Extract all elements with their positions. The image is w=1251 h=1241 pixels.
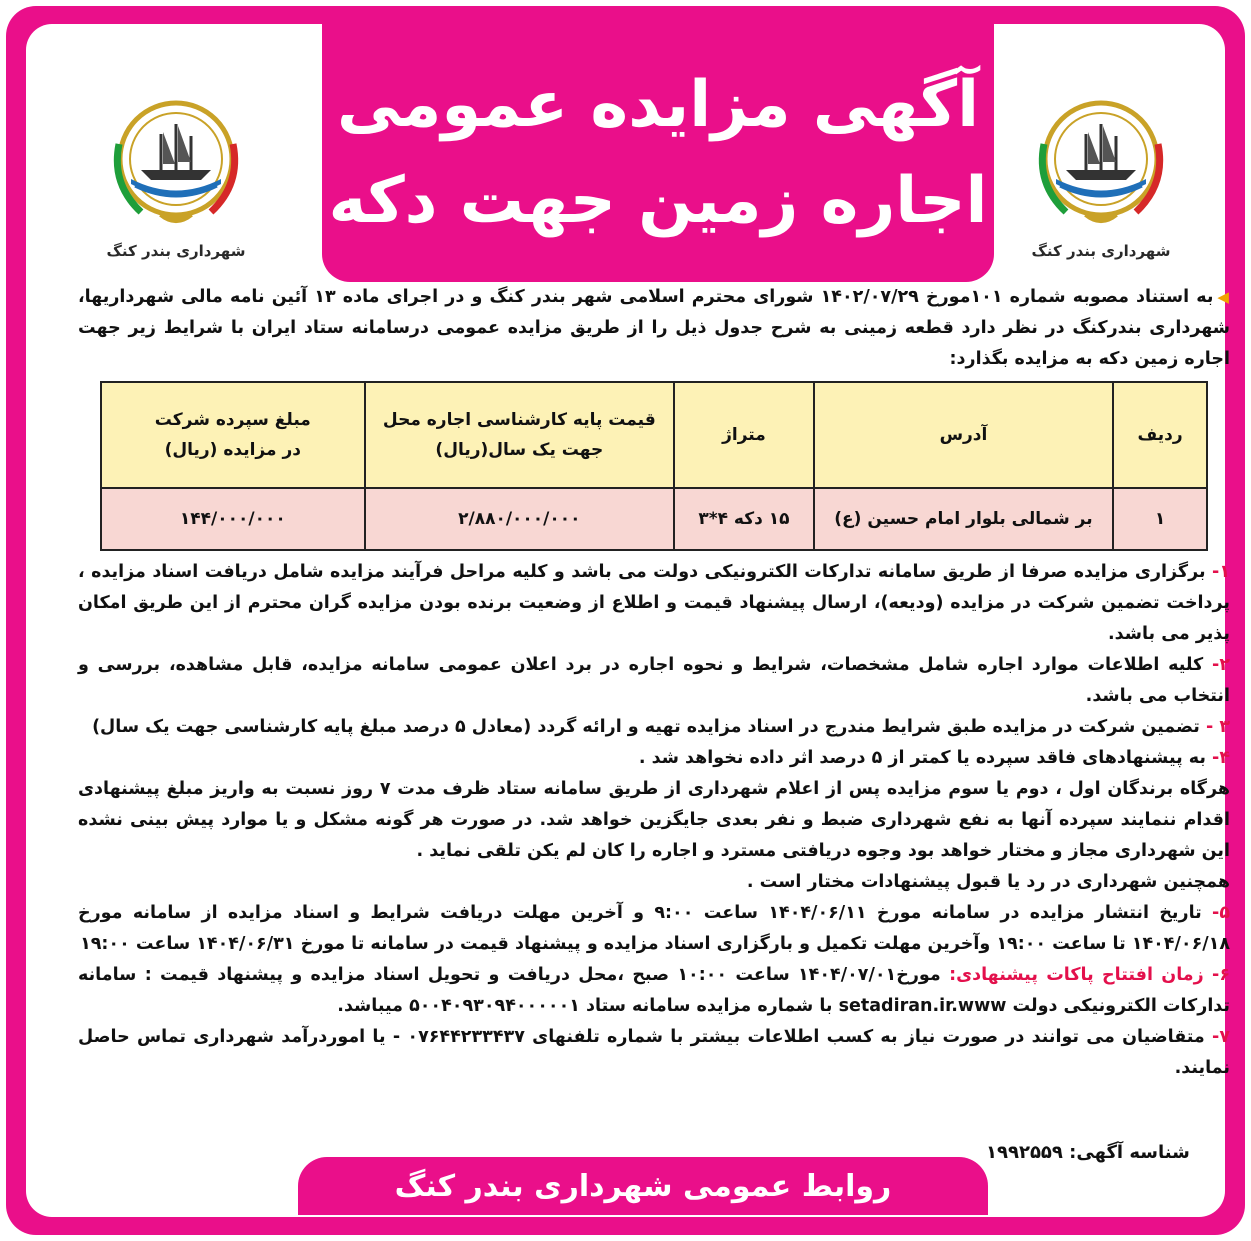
municipality-emblem-icon: [101, 84, 251, 234]
bullet-arrow-icon: ◀: [1217, 288, 1230, 306]
cell-address: بر شمالی بلوار امام حسین (ع): [814, 488, 1113, 550]
logo-caption-left: شهرداری بندر کنگ: [106, 242, 246, 260]
ad-id: شناسه آگهی: ۱۹۹۲۵۵۹: [986, 1142, 1190, 1163]
header-deposit: [101, 382, 365, 488]
item-6-text: مورخ۱۴۰۴/۰۷/۰۱ ساعت ۱۰:۰۰ صبح ،محل دریافت و تحویل اسناد مزایده و پیشنهاد قیمت : سامانه تدارکات الکترونیکی دولت setadiran.ir.www با شماره مزایده سامانه ستاد ۵۰۰۴۰۹۳۰۹۴۰۰۰۰۰۱ میباشد.: [78, 965, 1230, 1016]
item-7-number: ۷-: [1212, 1027, 1230, 1047]
municipality-emblem-icon: [1026, 84, 1176, 234]
logo-caption-right: شهرداری بندر کنگ: [1031, 242, 1171, 260]
cell-area: ۱۵ دکه ۴*۳: [674, 488, 814, 550]
item-3-number: ۳ -: [1205, 717, 1230, 737]
winners-paragraph: هرگاه برندگان اول ، دوم یا سوم مزایده پس از اعلام شهرداری از طریق سامانه ستاد ظرف مدت ۷ روز نسبت به واریز مبلغ پیشنهادی اقدام ننمایند سپرده آنها به نفع شهرداری ضبط و نفر بعدی جایگزین خواهد شد. در صورت هر گونه مشکل و یا موارد پیش بینی نشده این شهرداری مجاز و مختار خواهد بود وجوه دریافتی مسترد و اجاره را کان لم یکن تلقی نماید .: [78, 779, 1230, 861]
footer-text: روابط عمومی شهرداری بندر کنگ: [394, 1168, 892, 1204]
cell-row-number: ۱: [1113, 488, 1207, 550]
item-6-number: ۶-: [1212, 965, 1230, 985]
header-deposit-line2: در مزایده (ریال): [164, 440, 301, 460]
item-1-text: برگزاری مزایده صرفا از طریق سامانه تدارکات الکترونیکی دولت می باشد و کلیه مراحل فرآیند مزایده شامل دریافت اسناد مزایده ، پرداخت تضمین شرکت در مزایده (ودیعه)، ارسال پیشنهاد قیمت و اطلاع از وضعیت برنده بودن مزایده گران محترم از این طریق امکان پذیر می باشد.: [78, 562, 1230, 644]
header-row-number: ردیف: [1113, 382, 1207, 488]
item-5-text: تاریخ انتشار مزایده در سامانه مورخ ۱۴۰۴/۰۶/۱۱ ساعت ۹:۰۰ و آخرین مهلت دریافت شرایط و اسناد مزایده از سامانه مورخ ۱۴۰۴/۰۶/۱۸ تا ساعت ۱۹:۰۰ وآخرین مهلت تکمیل و بارگزاری اسناد مزایده و پیشنهاد قیمت در سامانه تا مورخ ۱۴۰۴/۰۶/۳۱ ساعت ۱۹:۰۰: [78, 903, 1230, 954]
title-banner: [322, 24, 994, 282]
item-2-number: ۲-: [1212, 655, 1230, 675]
logo-left: [86, 84, 266, 260]
item-6: [78, 960, 1230, 1022]
table-header-row: [101, 382, 1207, 488]
cell-base-price: ۲/۸۸۰/۰۰۰/۰۰۰: [365, 488, 674, 550]
item-4-text: به پیشنهادهای فاقد سپرده یا کمتر از ۵ درصد اثر داده نخواهد شد .: [638, 748, 1213, 768]
table-row: [101, 488, 1207, 550]
item-4-number: ۴-: [1212, 748, 1230, 768]
item-5-number: ۵-: [1212, 903, 1230, 923]
header-address: آدرس: [814, 382, 1113, 488]
logo-right: [1011, 84, 1191, 260]
item-3-text: تضمین شرکت در مزایده طبق شرایط مندرج در اسناد مزایده تهیه و ارائه گردد (معادل ۵ درصد مبلغ پایه کارشناسی جهت یک سال): [92, 717, 1206, 737]
item-2-text: کلیه اطلاعات موارد اجاره شامل مشخصات، شرایط و نحوه اجاره در برد اعلان عمومی سامانه مزایده، قابل مشاهده، بررسی و انتخاب می باشد.: [78, 655, 1230, 706]
item-4: [78, 743, 1230, 774]
intro-paragraph: [78, 282, 1230, 375]
footer-banner: [298, 1157, 988, 1215]
header-base-price-line1: قیمت پایه کارشناسی اجاره محل: [382, 410, 656, 430]
title-line-1: آگهی مزایده عمومی: [337, 68, 979, 142]
auction-table: [100, 381, 1208, 551]
intro-text: به استناد مصوبه شماره ۱۰۱مورخ ۱۴۰۲/۰۷/۲۹ شورای محترم اسلامی شهر بندر کنگ و در اجرای ماده ۱۳ آئین نامه مالی شهرداریها، شهرداری بندرکنگ در نظر دارد قطعه زمینی به شرح جدول ذیل را از طریق مزایده عمومی درسامانه ستاد ایران با شرایط زیر جهت اجاره زمین دکه به مزایده بگذارد:: [78, 287, 1230, 369]
item-2: [78, 650, 1230, 712]
notice-body: [78, 282, 1230, 1084]
header-area: متراژ: [674, 382, 814, 488]
item-6-label: زمان افتتاح پاکات پیشنهادی:: [949, 965, 1213, 985]
header-base-price: [365, 382, 674, 488]
header-base-price-line2: جهت یک سال(ریال): [435, 440, 604, 460]
cell-deposit: ۱۴۴/۰۰۰/۰۰۰: [101, 488, 365, 550]
item-1: [78, 557, 1230, 650]
item-3: [78, 712, 1230, 743]
rights-paragraph: همچنین شهرداری در رد یا قبول پیشنهادات مختار است .: [746, 872, 1230, 892]
item-7: [78, 1022, 1230, 1084]
header-deposit-line1: مبلغ سپرده شرکت: [154, 410, 311, 430]
item-7-text: متقاضیان می توانند در صورت نیاز به کسب اطلاعات بیشتر با شماره تلفنهای ۰۷۶۴۴۲۳۳۴۳۷ - یا امورد‌رآمد شهرداری تماس حاصل نمایند.: [78, 1027, 1230, 1078]
item-1-number: ۱-: [1212, 562, 1230, 582]
item-5: [78, 898, 1230, 960]
title-line-2: اجاره زمین جهت دکه: [328, 164, 988, 238]
page-frame: [6, 6, 1245, 1235]
page-inner: [26, 24, 1230, 1217]
